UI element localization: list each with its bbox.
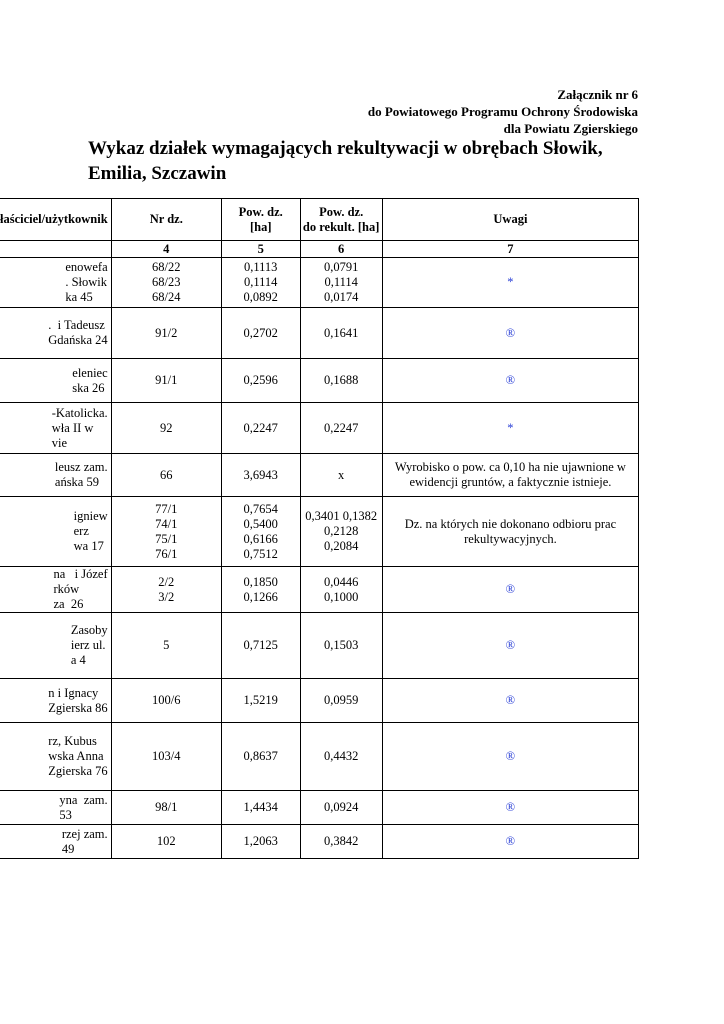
area-to-reclaim-cell: 0,1688	[300, 359, 382, 403]
owner-cell: Zasoby ierz ul. a 4	[0, 613, 111, 679]
owner-cell: eleniec ska 26	[0, 359, 111, 403]
area-cell: 3,6943	[221, 454, 300, 497]
owner-cell: yna zam. 53	[0, 791, 111, 825]
table-row	[0, 567, 639, 613]
remark-registered-mark: ®	[382, 791, 638, 825]
area-cell: 1,2063	[221, 825, 300, 859]
owner-cell: -Katolicka. wła II w vie	[0, 403, 111, 454]
parcel-number-cell: 5	[111, 613, 221, 679]
owner-cell: rz, Kubus wska Anna Zgierska 76	[0, 723, 111, 791]
parcel-number-cell: 91/1	[111, 359, 221, 403]
colnum-owner	[0, 241, 111, 258]
table-row	[0, 497, 639, 567]
remark-asterisk: *	[382, 403, 638, 454]
table-row	[0, 613, 639, 679]
annex-program-line: do Powiatowego Programu Ochrony Środowiska	[367, 104, 638, 119]
header-parcel-number: Nr dz.	[111, 199, 221, 241]
owner-cell: leusz zam. ańska 59	[0, 454, 111, 497]
area-cell: 0,7125	[221, 613, 300, 679]
area-cell: 0,2596	[221, 359, 300, 403]
area-to-reclaim-cell: x	[300, 454, 382, 497]
header-area-to-reclaim: Pow. dz. do rekult. [ha]	[300, 199, 382, 241]
remark-registered-mark: ®	[382, 723, 638, 791]
owner-cell: igniew erz wa 17	[0, 497, 111, 567]
table-header-row	[0, 199, 639, 241]
owner-cell: na i Józef rków za 26	[0, 567, 111, 613]
header-owner: łaściciel/użytkownik	[0, 199, 111, 241]
area-to-reclaim-cell: 0,0924	[300, 791, 382, 825]
parcel-number-cell: 100/6	[111, 679, 221, 723]
owner-cell: enowefa . Słowik ka 45	[0, 258, 111, 308]
parcel-number-cell: 102	[111, 825, 221, 859]
area-cell: 1,4434	[221, 791, 300, 825]
parcel-number-cell: 91/2	[111, 308, 221, 359]
remark-registered-mark: ®	[382, 613, 638, 679]
area-to-reclaim-cell: 0,3842	[300, 825, 382, 859]
remark-registered-mark: ®	[382, 359, 638, 403]
table-row	[0, 359, 639, 403]
area-cell: 0,1113 0,1114 0,0892	[221, 258, 300, 308]
annex-number: Załącznik nr 6	[557, 87, 638, 102]
table-row	[0, 723, 639, 791]
colnum-5: 5	[221, 241, 300, 258]
table-row	[0, 454, 639, 497]
area-cell: 0,2702	[221, 308, 300, 359]
parcels-table	[0, 198, 639, 859]
parcel-number-cell: 77/1 74/1 75/1 76/1	[111, 497, 221, 567]
parcel-number-cell: 66	[111, 454, 221, 497]
remark-text: Wyrobisko o pow. ca 0,10 ha nie ujawnione w ewidencji gruntów, a faktycznie istnieje.	[382, 454, 638, 497]
header-remarks: Uwagi	[382, 199, 638, 241]
remark-registered-mark: ®	[382, 567, 638, 613]
area-to-reclaim-cell: 0,0791 0,1114 0,0174	[300, 258, 382, 308]
table-row	[0, 679, 639, 723]
remark-text: Dz. na których nie dokonano odbioru prac rekultywacyjnych.	[382, 497, 638, 567]
parcel-number-cell: 103/4	[111, 723, 221, 791]
remark-registered-mark: ®	[382, 679, 638, 723]
area-cell: 0,2247	[221, 403, 300, 454]
colnum-4: 4	[111, 241, 221, 258]
area-to-reclaim-cell: 0,0446 0,1000	[300, 567, 382, 613]
area-to-reclaim-cell: 0,3401 0,1382 0,2128 0,2084	[300, 497, 382, 567]
table-row	[0, 258, 639, 308]
area-cell: 0,1850 0,1266	[221, 567, 300, 613]
owner-cell: . i Tadeusz Gdańska 24	[0, 308, 111, 359]
document-title: Wykaz działek wymagających rekultywacji w obrębach Słowik, Emilia, Szczawin	[88, 138, 603, 184]
remark-registered-mark: ®	[382, 308, 638, 359]
table-row	[0, 403, 639, 454]
area-cell: 0,8637	[221, 723, 300, 791]
remark-registered-mark: ®	[382, 825, 638, 859]
parcel-number-cell: 98/1	[111, 791, 221, 825]
owner-cell: n i Ignacy Zgierska 86	[0, 679, 111, 723]
owner-cell: rzej zam. 49	[0, 825, 111, 859]
area-cell: 1,5219	[221, 679, 300, 723]
parcel-number-cell: 2/2 3/2	[111, 567, 221, 613]
table-column-numbers-row	[0, 241, 639, 258]
area-to-reclaim-cell: 0,1503	[300, 613, 382, 679]
annex-district-line: dla Powiatu Zgierskiego	[503, 121, 638, 136]
table-row	[0, 791, 639, 825]
remark-asterisk: *	[382, 258, 638, 308]
area-to-reclaim-cell: 0,0959	[300, 679, 382, 723]
colnum-6: 6	[300, 241, 382, 258]
area-to-reclaim-cell: 0,1641	[300, 308, 382, 359]
parcel-number-cell: 68/22 68/23 68/24	[111, 258, 221, 308]
colnum-7: 7	[382, 241, 638, 258]
area-to-reclaim-cell: 0,4432	[300, 723, 382, 791]
area-to-reclaim-cell: 0,2247	[300, 403, 382, 454]
parcel-number-cell: 92	[111, 403, 221, 454]
parcels-table-wrapper	[0, 198, 639, 859]
table-row	[0, 825, 639, 859]
header-area: Pow. dz. [ha]	[221, 199, 300, 241]
table-row	[0, 308, 639, 359]
area-cell: 0,7654 0,5400 0,6166 0,7512	[221, 497, 300, 567]
